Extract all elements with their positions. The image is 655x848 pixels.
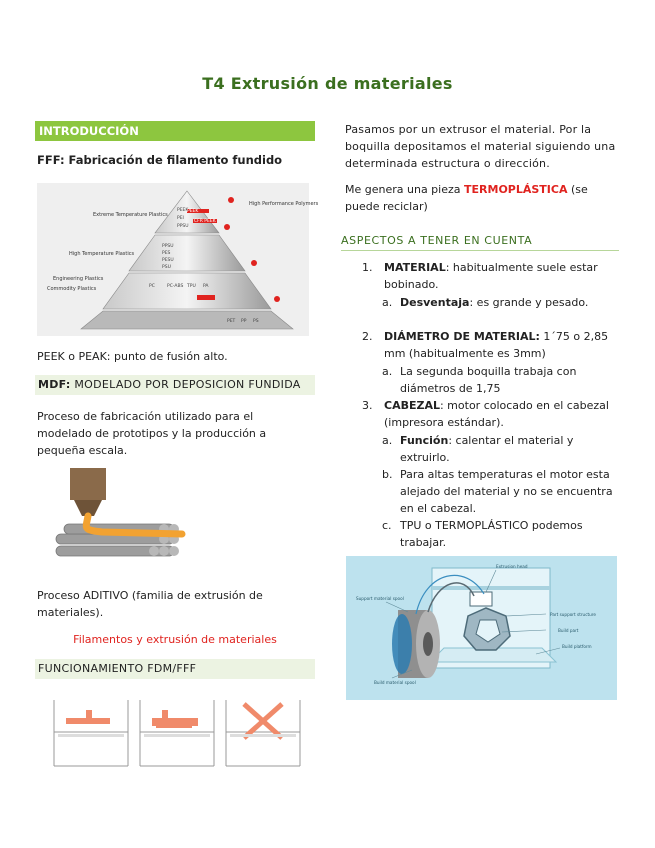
filamentos-link[interactable]: Filamentos y extrusión de materiales: [73, 633, 277, 646]
termoplastica-paragraph: [345, 181, 620, 215]
pyramid-tier4-text: PET: [227, 319, 236, 324]
section-header-introduccion: INTRODUCCIÓN: [35, 121, 315, 141]
pyramid-tier4-text: PS: [253, 319, 259, 324]
list-item: [362, 328, 622, 397]
fdm-diagrams-image: [48, 694, 308, 768]
pyramid-tier2-text: PPSU: [162, 244, 174, 249]
sub-list-item: [362, 432, 622, 466]
sub-item-bold: Función: [400, 434, 449, 447]
fff-label: FFF: Fabricación de filamento fundido: [37, 153, 283, 167]
mdf-description: Proceso de fabricación utilizado para el modelado de prototipos y la producción a pequeña escala.: [37, 410, 267, 457]
printer-label: Support material spool: [356, 596, 404, 601]
termoplastica-highlight: TERMOPLÁSTICA: [464, 183, 568, 196]
pyramid-red-text: CFR PEEK: [194, 219, 216, 224]
section-header-aspectos: ASPECTOS A TENER EN CUENTA: [341, 232, 619, 251]
pyramid-tier4-text: PP: [241, 319, 247, 324]
fdm-printer-image: [346, 556, 617, 700]
pyramid-tier1-text: PEI: [177, 216, 184, 221]
list-number: 1.: [362, 261, 373, 274]
pyramid-right-label: High Performance Polymers: [249, 201, 319, 207]
sub-number: a.: [382, 434, 393, 447]
sub-number: a.: [382, 365, 393, 378]
extruder-image: [42, 468, 194, 564]
sub-item-text: La segunda boquilla trabaja con diámetros de 1,75: [400, 365, 577, 395]
sub-number: c.: [382, 519, 392, 532]
additive-note: Proceso ADITIVO (familia de extrusión de materiales).: [37, 589, 263, 619]
printer-label: Build material spool: [374, 680, 416, 685]
pyramid-tier3-text: PC-ABS: [167, 284, 184, 289]
pyramid-tier3-text: PA: [203, 284, 209, 289]
pyramid-tier2-text: PESU: [162, 258, 174, 263]
list-item-text: : habitualmente suele estar bobinado.: [384, 261, 598, 291]
mdf-header-text: MODELADO POR DEPOSICION FUNDIDA: [74, 378, 301, 391]
list-item: [362, 259, 622, 311]
sub-list-item: [362, 294, 622, 311]
peek-note: PEEK o PEAK: punto de fusión alto.: [37, 350, 228, 363]
pyramid-left-label: Commodity Plastics: [47, 286, 97, 292]
pyramid-tier1-text: PEEK: [177, 208, 189, 213]
printer-label: Build part: [558, 628, 579, 633]
mdf-header-bold: MDF:: [38, 378, 71, 391]
pyramid-tier2-text: PSU: [162, 265, 171, 270]
sub-list-item: [362, 466, 622, 517]
intro-paragraph: Pasamos por un extrusor el material. Por la boquilla depositamos el material siguiendo una determinada estructura o dirección.: [345, 123, 616, 170]
pyramid-left-label: High Temperature Plastics: [69, 251, 135, 257]
sub-list-item: [362, 363, 622, 397]
aspectos-list: [362, 259, 622, 551]
list-number: 2.: [362, 330, 373, 343]
section-header-mdf: [35, 375, 315, 395]
pyramid-tier2-text: PES: [162, 251, 171, 256]
pyramid-tier3-text: TPU: [187, 284, 196, 289]
printer-label: Build platform: [562, 644, 592, 649]
pyramid-left-label: Engineering Plastics: [53, 276, 104, 282]
sub-number: a.: [382, 296, 393, 309]
list-number: 3.: [362, 399, 373, 412]
list-item-bold: MATERIAL: [384, 261, 446, 274]
para2-pre: Me genera una pieza: [345, 183, 465, 196]
para2-post: (se puede reciclar): [345, 183, 588, 213]
pyramid-tier3-text: PC: [149, 284, 155, 289]
list-item: [362, 397, 622, 551]
sub-list-item: [362, 517, 622, 551]
list-item-bold: CABEZAL: [384, 399, 440, 412]
sub-item-text: TPU o TERMOPLÁSTICO podemos trabajar.: [400, 519, 583, 549]
list-item-bold: DIÁMETRO DE MATERIAL:: [384, 330, 540, 343]
sub-item-bold: Desventaja: [400, 296, 470, 309]
pyramid-red-text: PEEK: [187, 209, 199, 214]
plastics-pyramid-image: [37, 183, 319, 336]
sub-item-text: Para altas temperaturas el motor esta alejado del material y no se encuentra en el cabezal.: [400, 468, 613, 515]
pyramid-tier1-text: PPSU: [177, 224, 189, 229]
list-item-text: : motor colocado en el cabezal (impresora estándar).: [384, 399, 609, 429]
pyramid-left-label: Extreme Temperature Plastics: [93, 212, 168, 218]
sub-item-text: : es grande y pesado.: [469, 296, 589, 309]
sub-item-text: : calentar el material y extruirlo.: [400, 434, 574, 464]
list-item-text: 1´75 o 2,85 mm (habitualmente es 3mm): [384, 330, 609, 360]
page-title: T4 Extrusión de materiales: [202, 74, 453, 93]
section-header-funcionamiento: FUNCIONAMIENTO FDM/FFF: [35, 659, 315, 679]
printer-label: Part support structure: [550, 612, 597, 617]
printer-label: Extrusion head: [496, 564, 528, 569]
sub-number: b.: [382, 468, 393, 481]
